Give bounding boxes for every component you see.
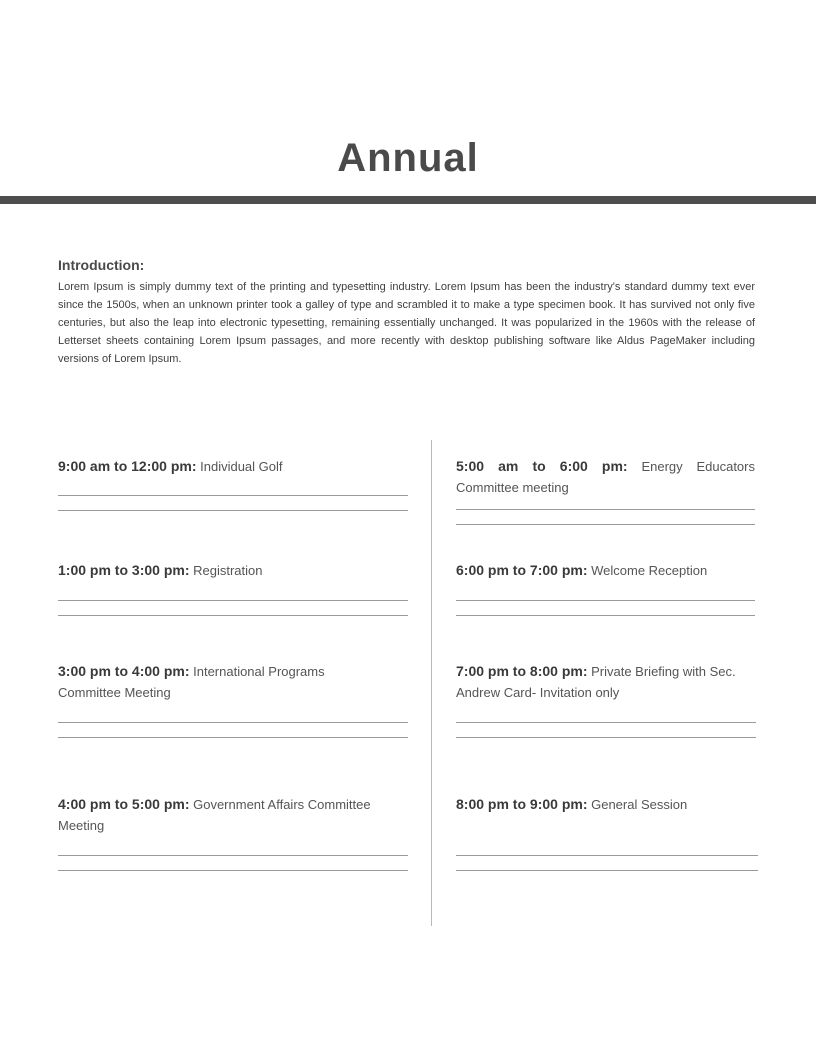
schedule-description: General Session (591, 797, 688, 812)
schedule-item (58, 456, 408, 477)
schedule-item-text (58, 560, 408, 581)
schedule-time: 3:00 pm to 4:00 pm: (58, 663, 190, 679)
schedule-description: Registration (193, 563, 263, 578)
note-lines (456, 600, 755, 616)
note-lines (456, 855, 758, 871)
schedule-item (58, 560, 408, 581)
schedule-item (456, 794, 758, 815)
intro-heading: Introduction: (58, 257, 145, 273)
schedule-item-text (58, 794, 388, 836)
note-line (456, 615, 755, 616)
note-lines (58, 855, 408, 871)
introduction-section (58, 256, 755, 368)
schedule-description: Government Affairs Committee Meeting (58, 797, 371, 833)
note-line (58, 737, 408, 738)
column-divider (431, 440, 432, 926)
note-line (456, 600, 755, 601)
schedule-item-text (58, 661, 388, 703)
note-line (58, 855, 408, 856)
schedule-description: Individual Golf (200, 459, 283, 474)
schedule-item-text (456, 794, 758, 815)
schedule-description: Welcome Reception (591, 563, 708, 578)
schedule-item-text (58, 456, 408, 477)
note-lines (456, 509, 755, 525)
schedule-description: Private Briefing with Sec. Andrew Card- Invitation only (456, 664, 736, 700)
note-line (456, 737, 756, 738)
schedule-item-text (456, 560, 756, 581)
note-line (456, 855, 758, 856)
schedule-time: 4:00 pm to 5:00 pm: (58, 796, 190, 812)
schedule-time: 9:00 am to 12:00 pm: (58, 458, 197, 474)
schedule-description: Energy Educators Committee meeting (456, 459, 755, 495)
intro-paragraph: Lorem Ipsum is simply dummy text of the printing and typesetting industry. Lorem Ipsum has been the industry's standard dummy text ever since the 1500s, when an unknown printer took a galley of type and scrambled it to make a type specimen book. It has survived not only five centuries, but also the leap into electronic typesetting, remaining essentially unchanged. It was popularized in the 1960s with the release of Letterset sheets containing Lorem Ipsum passages, and more recently with desktop publishing software like Aldus PageMaker including versions of Lorem Ipsum. (58, 281, 755, 365)
note-lines (58, 722, 408, 738)
note-line (58, 870, 408, 871)
note-lines (58, 600, 408, 616)
schedule-time: 6:00 pm to 7:00 pm: (456, 562, 588, 578)
schedule-description: International Programs Committee Meeting (58, 664, 325, 700)
schedule-time: 7:00 pm to 8:00 pm: (456, 663, 588, 679)
note-line (456, 509, 755, 510)
schedule-item (58, 794, 388, 836)
schedule-item (456, 661, 756, 703)
note-line (58, 722, 408, 723)
schedule-time: 1:00 pm to 3:00 pm: (58, 562, 190, 578)
note-lines (58, 495, 408, 511)
schedule-item (456, 456, 755, 498)
page-title: Annual (337, 136, 479, 180)
note-line (58, 615, 408, 616)
note-line (58, 510, 408, 511)
note-line (58, 495, 408, 496)
note-line (456, 722, 756, 723)
schedule-time: 8:00 pm to 9:00 pm: (456, 796, 588, 812)
note-line (58, 600, 408, 601)
schedule-item-text (456, 456, 755, 498)
schedule-item-text (456, 661, 756, 703)
schedule-item (456, 560, 756, 581)
schedule-time: 5:00 am to 6:00 pm: (456, 458, 628, 474)
note-line (456, 870, 758, 871)
note-lines (456, 722, 756, 738)
note-line (456, 524, 755, 525)
schedule-item (58, 661, 388, 703)
title-rule (0, 196, 816, 204)
